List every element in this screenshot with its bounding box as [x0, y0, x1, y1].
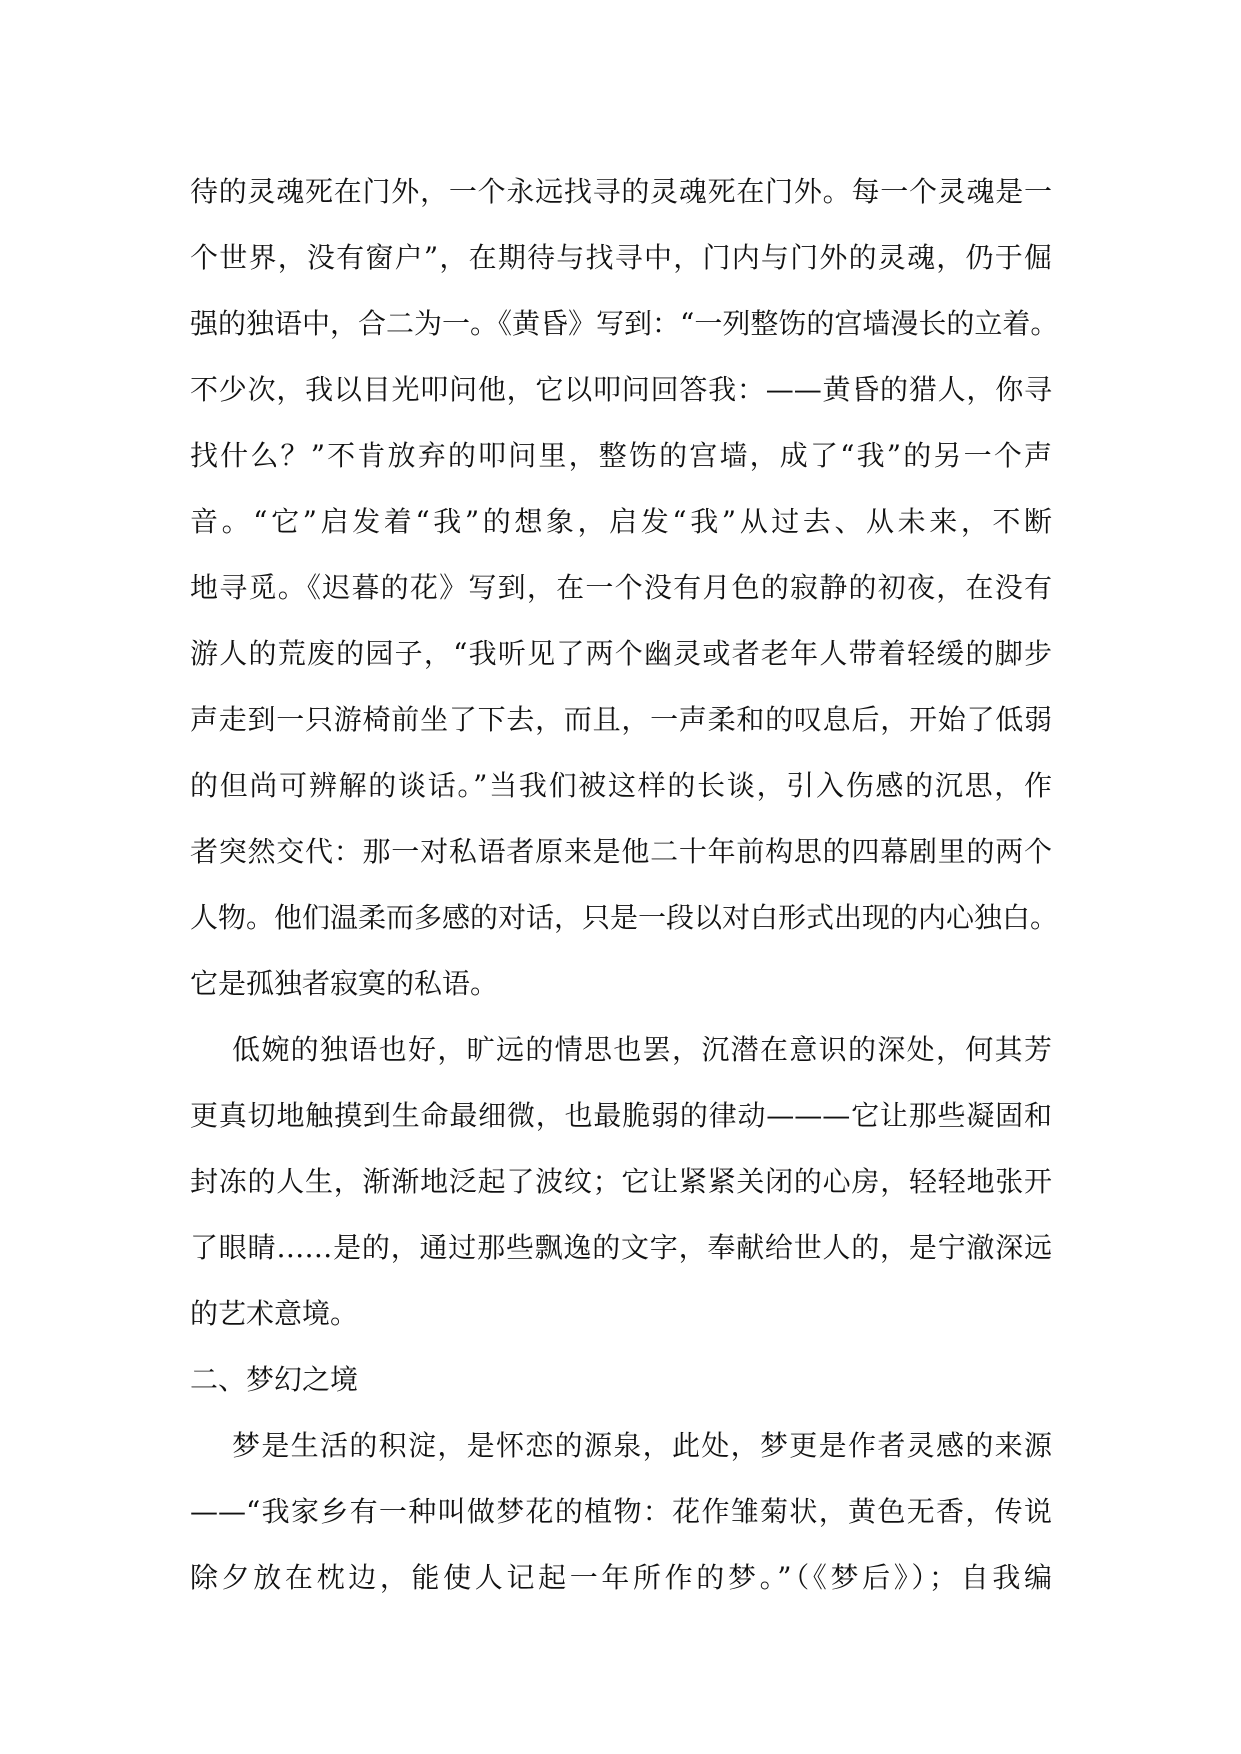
document-body [190, 159, 1059, 1611]
text-line: 找什么？”不肯放弃的叩问里，整饬的宫墙，成了“我”的另一个声 [190, 439, 1052, 472]
text-line: 人物。他们温柔而多感的对话，只是一段以对白形式出现的内心独白。 [190, 901, 1059, 934]
text-line: 的但尚可辨解的谈话。”当我们被这样的长谈，引入伤感的沉思，作 [190, 769, 1052, 802]
text-line: 的艺术意境。 [190, 1297, 359, 1330]
text-line: 者突然交代：那一对私语者原来是他二十年前构思的四幕剧里的两个 [190, 835, 1052, 868]
text-line: 不少次，我以目光叩问他，它以叩问回答我：——黄昏的猎人，你寻 [190, 373, 1052, 406]
text-line: 除夕放在枕边，能使人记起一年所作的梦。”（《梦后》）；自我编 [190, 1561, 1052, 1594]
paragraph-continuation [190, 159, 1059, 1017]
paragraph-artistic-conception [190, 1017, 1052, 1347]
text-line: 强的独语中，合二为一。《黄昏》写到：“一列整饬的宫墙漫长的立着。 [190, 307, 1059, 340]
text-line: 声走到一只游椅前坐了下去，而且，一声柔和的叹息后，开始了低弱 [190, 703, 1052, 736]
text-line: 个世界，没有窗户”，在期待与找寻中，门内与门外的灵魂，仍于倔 [190, 241, 1052, 274]
text-line: 更真切地触摸到生命最细微，也最脆弱的律动———它让那些凝固和 [190, 1099, 1052, 1132]
text-line: 它是孤独者寂寞的私语。 [190, 967, 499, 1000]
text-line: 待的灵魂死在门外，一个永远找寻的灵魂死在门外。每一个灵魂是一 [190, 175, 1052, 208]
text-line: 了眼睛……是的，通过那些飘逸的文字，奉献给世人的，是宁澈深远 [190, 1231, 1052, 1264]
text-line: ——“我家乡有一种叫做梦花的植物：花作雏菊状，黄色无香，传说 [190, 1495, 1052, 1528]
section-heading: 二、梦幻之境 [190, 1363, 359, 1396]
text-line: 游人的荒废的园子，“我听见了两个幽灵或者老年人带着轻缓的脚步 [190, 637, 1052, 670]
text-line: 低婉的独语也好，旷远的情思也罢，沉潜在意识的深处，何其芳 [232, 1033, 1052, 1066]
text-line: 封冻的人生，渐渐地泛起了波纹；它让紧紧关闭的心房，轻轻地张开 [190, 1165, 1052, 1198]
text-line: 梦是生活的积淀，是怀恋的源泉，此处，梦更是作者灵感的来源 [232, 1429, 1052, 1462]
text-line: 音。“它”启发着“我”的想象，启发“我”从过去、从未来，不断 [190, 505, 1052, 538]
paragraph-dream [190, 1413, 1052, 1611]
text-line: 地寻觅。《迟暮的花》写到，在一个没有月色的寂静的初夜，在没有 [190, 571, 1052, 604]
